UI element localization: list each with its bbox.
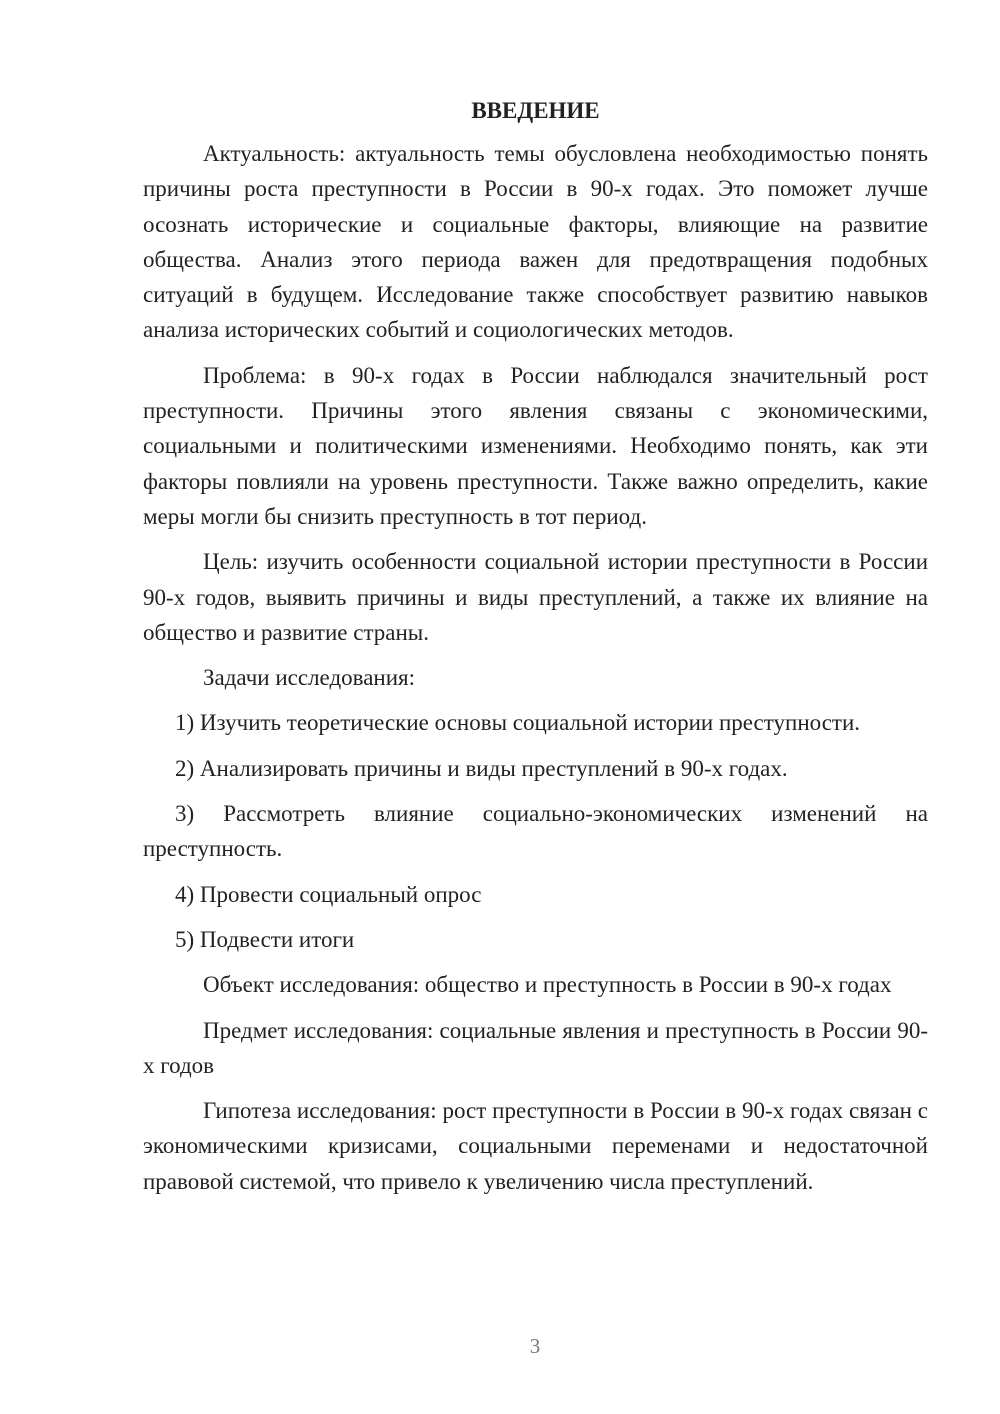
hypothesis-paragraph: Гипотеза исследования: рост преступности в России в 90-х годах связан с экономическими кризисами, социальными переменами и недостаточной правовой системой, что привело к увеличению числа преступлений.	[143, 1098, 928, 1194]
task-item-1: 1) Изучить теоретические основы социальной истории преступности.	[175, 710, 861, 736]
document-page	[143, 96, 928, 1209]
problem-paragraph: Проблема: в 90-х годах в России наблюдался значительный рост преступности. Причины этого явления связаны с экономическими, социальными и политическими изменениями. Необходимо понять, как эти факторы повлияли на уровень преступности. Также важно определить, какие меры могли бы снизить преступность в тот период.	[143, 362, 928, 529]
section-heading: ВВЕДЕНИЕ	[471, 98, 600, 123]
task-item-3: 3) Рассмотреть влияние социально-экономических изменений на преступность.	[143, 801, 928, 862]
task-item-2: 2) Анализировать причины и виды преступлений в 90-х годах.	[175, 755, 788, 781]
task-item-4: 4) Провести социальный опрос	[175, 881, 482, 907]
relevance-paragraph: Актуальность: актуальность темы обусловлена необходимостью понять причины роста преступности в России в 90-х годах. Это поможет лучше осознать исторические и социальные факторы, влияющие на развитие общества. Анализ этого периода важен для предотвращения подобных ситуаций в будущем. Исследование также способствует развитию навыков анализа исторических событий и социологических методов.	[143, 141, 928, 343]
subject-paragraph: Предмет исследования: социальные явления и преступность в России 90-х годов	[143, 1017, 928, 1078]
page-number: 3	[529, 1334, 541, 1358]
goal-paragraph: Цель: изучить особенности социальной истории преступности в России 90-х годов, выявить причины и виды преступлений, а также их влияние на общество и развитие страны.	[143, 549, 928, 645]
object-paragraph: Объект исследования: общество и преступность в России в 90-х годах	[203, 972, 892, 998]
tasks-heading: Задачи исследования:	[203, 665, 416, 691]
task-item-5: 5) Подвести итоги	[175, 926, 355, 952]
